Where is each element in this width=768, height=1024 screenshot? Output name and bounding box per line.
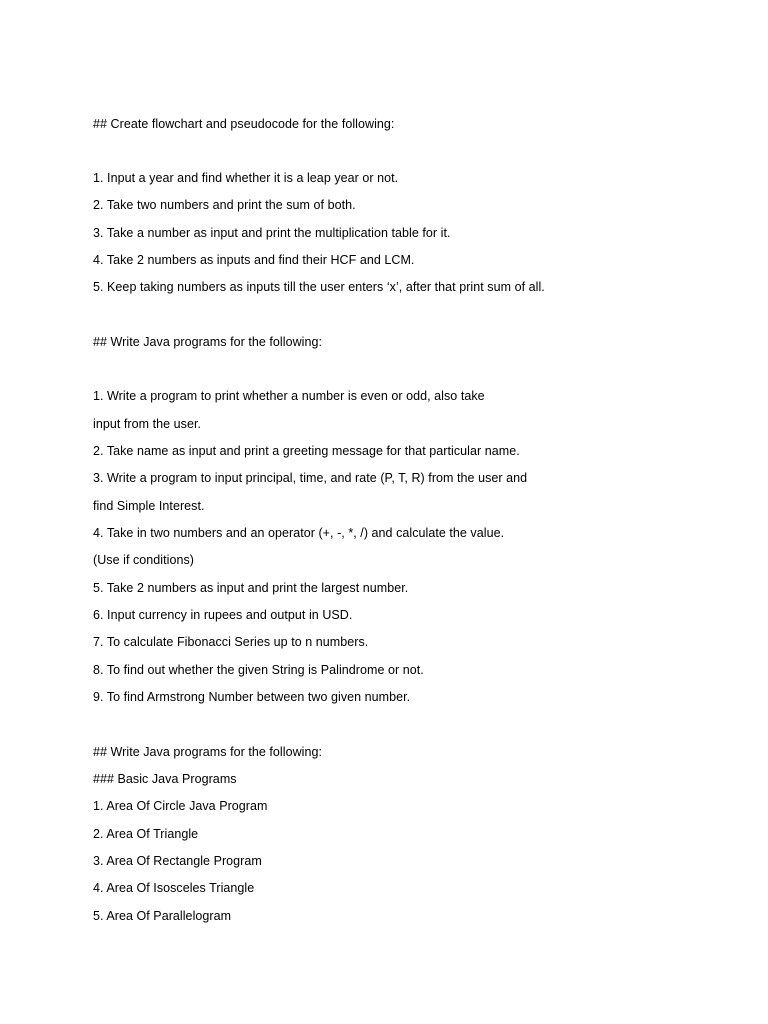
- list-item: 2. Take two numbers and print the sum of both.: [93, 198, 356, 212]
- list-item: 4. Take in two numbers and an operator (+, -, *, /) and calculate the value.: [93, 526, 505, 540]
- list-item: 6. Input currency in rupees and output in USD.: [93, 608, 353, 622]
- list-item-continuation: input from the user.: [93, 417, 202, 431]
- list-item: 3. Area Of Rectangle Program: [93, 854, 262, 868]
- list-item: 2. Take name as input and print a greeting message for that particular name.: [93, 444, 520, 458]
- list-item-continuation: find Simple Interest.: [93, 499, 205, 513]
- list-item: 1. Input a year and find whether it is a leap year or not.: [93, 171, 399, 185]
- list-item: 5. Area Of Parallelogram: [93, 909, 232, 923]
- list-item: 1. Area Of Circle Java Program: [93, 799, 268, 813]
- list-item: 4. Take 2 numbers as inputs and find their HCF and LCM.: [93, 253, 415, 267]
- section-heading-flowchart: ## Create flowchart and pseudocode for the following:: [93, 117, 395, 131]
- list-item: 7. To calculate Fibonacci Series up to n numbers.: [93, 635, 369, 649]
- list-item: 2. Area Of Triangle: [93, 827, 199, 841]
- list-item: 5. Keep taking numbers as inputs till the user enters ‘x’, after that print sum of all.: [93, 280, 545, 294]
- list-item: 3. Take a number as input and print the multiplication table for it.: [93, 226, 451, 240]
- list-item: 3. Write a program to input principal, time, and rate (P, T, R) from the user and: [93, 471, 528, 485]
- list-item-continuation: (Use if conditions): [93, 553, 194, 567]
- list-item: 9. To find Armstrong Number between two given number.: [93, 690, 411, 704]
- section-heading-java-programs: ## Write Java programs for the following:: [93, 335, 323, 349]
- list-item: 4. Area Of Isosceles Triangle: [93, 881, 255, 895]
- list-item: 5. Take 2 numbers as input and print the largest number.: [93, 581, 409, 595]
- list-item: 8. To find out whether the given String is Palindrome or not.: [93, 663, 424, 677]
- section-subheading: ### Basic Java Programs: [93, 772, 237, 786]
- section-heading-java-programs-basic: ## Write Java programs for the following:: [93, 745, 323, 759]
- list-item: 1. Write a program to print whether a number is even or odd, also take: [93, 389, 485, 403]
